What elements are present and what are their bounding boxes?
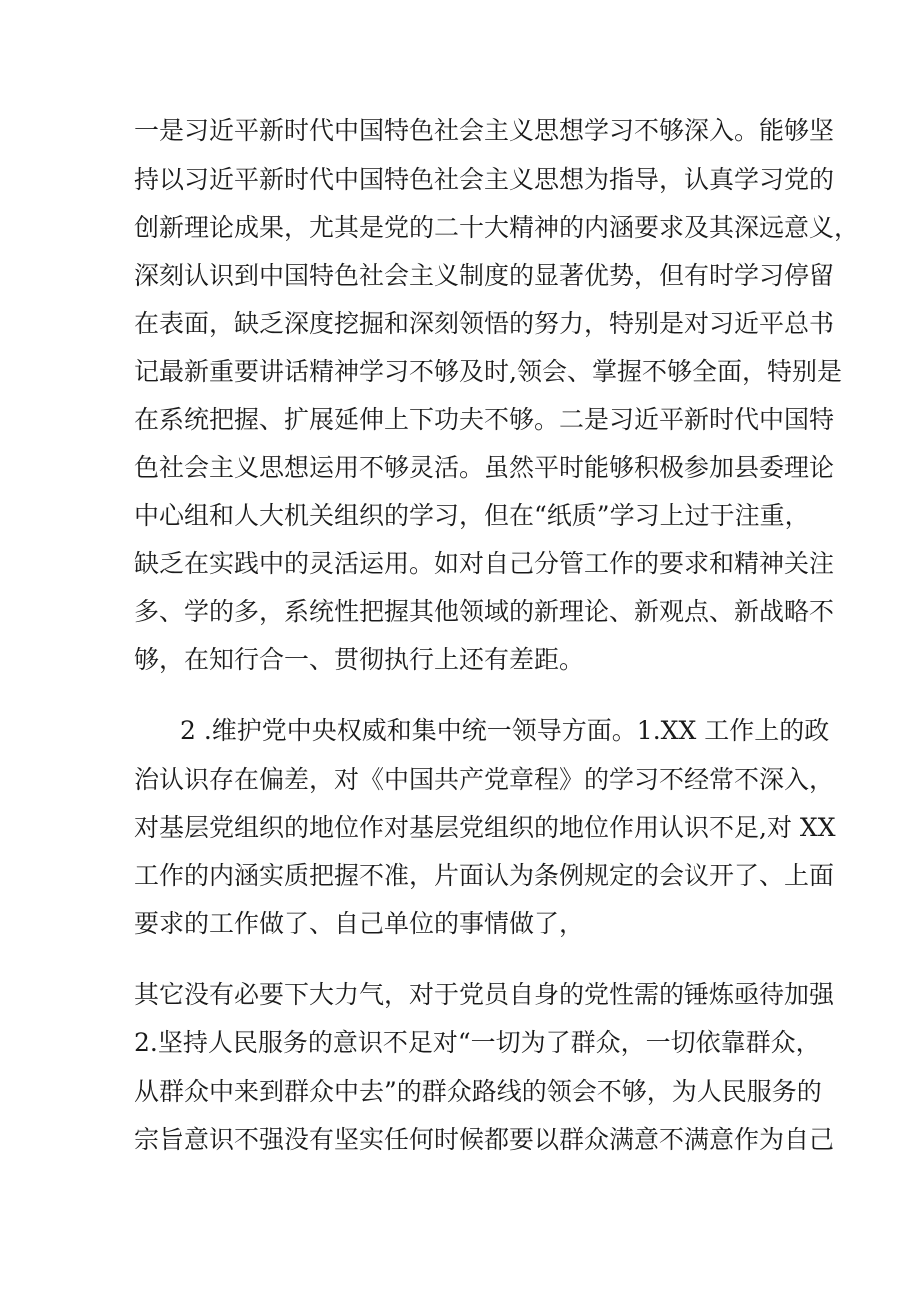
text-line: 在系统把握、扩展延伸上下功夫不够。二是习近平新时代中国特 bbox=[134, 405, 835, 434]
text-line: 创新理论成果，尤其是党的二十大精神的内涵要求及其深远意义， bbox=[134, 213, 860, 242]
text-line: 深刻认识到中国特色社会主义制度的显著优势，但有时学习停留 bbox=[134, 261, 835, 290]
text-line: 工作的内涵实质把握不准，片面认为条例规定的会议开了、上面 bbox=[134, 861, 835, 890]
text-line: 持以习近平新时代中国特色社会主义思想为指导，认真学习党的 bbox=[134, 165, 835, 194]
text-line: 宗旨意识不强没有坚实任何时候都要以群众满意不满意作为自己 bbox=[134, 1125, 835, 1154]
text-line: 够，在知行合一、贯彻执行上还有差距。 bbox=[134, 645, 585, 674]
text-line: 中心组和人大机关组织的学习，但在“纸质”学习上过于注重， bbox=[134, 501, 810, 530]
text-line: 缺乏在实践中的灵活运用。如对自己分管工作的要求和精神关注 bbox=[134, 549, 835, 578]
text-line: 其它没有必要下大力气，对于党员自身的党性需的锤炼亟待加强 bbox=[134, 980, 835, 1009]
text-line: 记最新重要讲话精神学习不够及时,领会、掌握不够全面，特别是 bbox=[134, 357, 842, 386]
text-line: 一是习近平新时代中国特色社会主义思想学习不够深入。能够坚 bbox=[134, 116, 835, 145]
text-line: 多、学的多，系统性把握其他领域的新理论、新观点、新战略不 bbox=[134, 597, 835, 626]
text-line: 2.坚持人民服务的意识不足对“一切为了群众，一切依靠群众， bbox=[134, 1028, 821, 1057]
text-line: 在表面，缺乏深度挖掘和深刻领悟的努力，特别是对习近平总书 bbox=[134, 309, 835, 338]
text-line: 从群众中来到群众中去”的群众路线的领会不够，为人民服务的 bbox=[134, 1077, 822, 1106]
text-line: 要求的工作做了、自己单位的事情做了， bbox=[134, 909, 585, 938]
text-line: 色社会主义思想运用不够灵活。虽然平时能够积极参加县委理论 bbox=[134, 453, 835, 482]
text-line: 2 .维护党中央权威和集中统一领导方面。1.XX 工作上的政 bbox=[180, 716, 830, 745]
text-line: 治认识存在偏差，对《中国共产党章程》的学习不经常不深入， bbox=[134, 765, 835, 794]
text-line: 对基层党组织的地位作对基层党组织的地位作用认识不足,对 XX bbox=[134, 813, 836, 842]
